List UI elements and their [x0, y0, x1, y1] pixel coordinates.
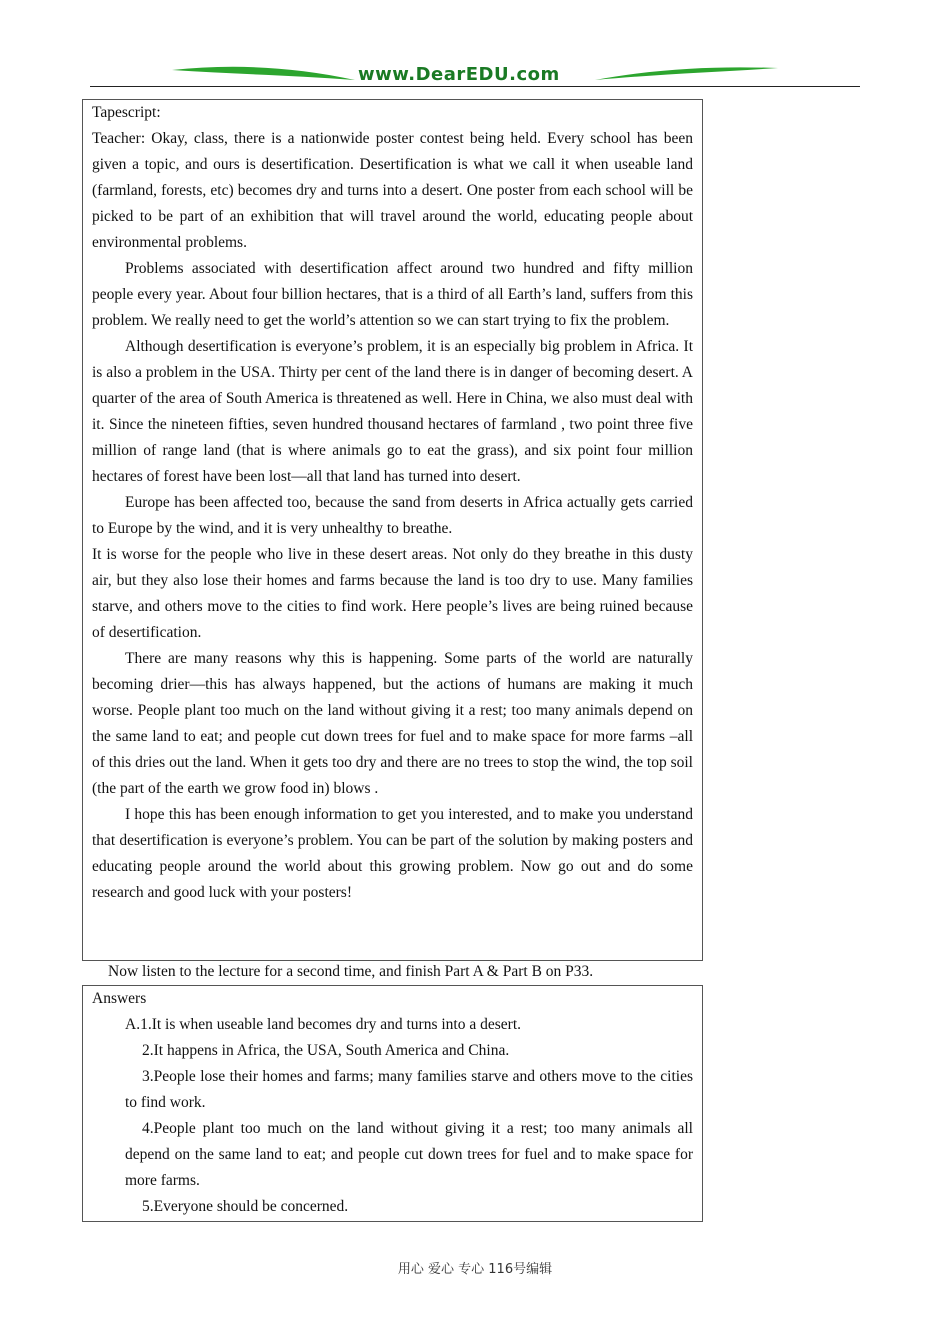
answers-box: [82, 985, 703, 1222]
tapescript-label: Tapescript:: [92, 104, 161, 121]
answer-item: A.1.It is when useable land becomes dry and turns into a desert.: [125, 1016, 522, 1033]
header-rule: [90, 86, 860, 87]
tapescript-paragraph: Europe has been affected too, because the sand from deserts in Africa actually gets carried to Europe by the wind, and it is very unhealthy to breathe.: [92, 494, 693, 537]
tapescript-box: [82, 99, 703, 961]
tapescript-paragraph: It is worse for the people who live in these desert areas. Not only do they breathe in this dusty air, but they also lose their homes and farms because the land is too dry to use. Many families starve, and others move to the cities to find work. Here people’s lives are being ruined because of desertification.: [92, 546, 693, 641]
tapescript-paragraph: I hope this has been enough information to get you interested, and to make you understand that desertification is everyone’s problem. You can be part of the solution by making posters and educating people around the world about this growing problem. Now go out and do some research and good luck with your posters!: [92, 806, 693, 901]
page-footer: 用心 爱心 专心 116号编辑: [397, 1262, 553, 1277]
instruction-line: Now listen to the lecture for a second time, and finish Part A & Part B on P33.: [108, 963, 594, 980]
answers-label: Answers: [92, 990, 147, 1007]
answer-item: 4.People plant too much on the land without giving it a rest; too many animals all depend on the same land to eat; and people cut down trees for fuel and to make space for more farms.: [125, 1120, 693, 1189]
answer-item: 5.Everyone should be concerned.: [142, 1198, 349, 1215]
answer-item: 2.It happens in Africa, the USA, South America and China.: [142, 1042, 510, 1059]
tapescript-paragraph: Teacher: Okay, class, there is a nationwide poster contest being held. Every school has been given a topic, and ours is desertification. Desertification is what we call it when useable land (farmland, forests, etc) becomes dry and turns into a desert. One poster from each school will be picked to be part of an exhibition that will travel around the world, educating people about environmental problems.: [92, 130, 693, 251]
right-swoosh: [595, 67, 778, 80]
answer-item: 3.People lose their homes and farms; many families starve and others move to the cities to find work.: [125, 1068, 693, 1111]
tapescript-paragraph: Problems associated with desertification affect around two hundred and fifty million people every year. About four billion hectares, that is a third of all Earth’s land, suffers from this problem. We really need to get the world’s attention so we can start trying to fix the problem.: [92, 260, 693, 329]
page-header: [90, 62, 860, 90]
site-logo-text: www.DearEDU.com: [358, 64, 560, 85]
tapescript-paragraph: There are many reasons why this is happening. Some parts of the world are naturally becoming drier—this has always happened, but the actions of humans are making it much worse. People plant too much on the land without giving it a rest; too many animals depend on the same land to eat; and people cut down trees for fuel and to make space for more farms –all of this dries out the land. When it gets too dry and there are no trees to stop the wind, the top soil (the part of the earth we grow food in) blows .: [92, 650, 693, 797]
left-swoosh: [172, 67, 355, 80]
tapescript-paragraph: Although desertification is everyone’s problem, it is an especially big problem in Africa. It is also a problem in the USA. Thirty per cent of the land there is in danger of becoming desert. A quarter of the area of South America is threatened as well. Here in China, we also must deal with it. Since the nineteen fifties, seven hundred thousand hectares of farmland , two point three five million of range land (that is where animals go to eat the grass), and six point four million hectares of forest have been lost—all that land has turned into desert.: [92, 338, 693, 485]
